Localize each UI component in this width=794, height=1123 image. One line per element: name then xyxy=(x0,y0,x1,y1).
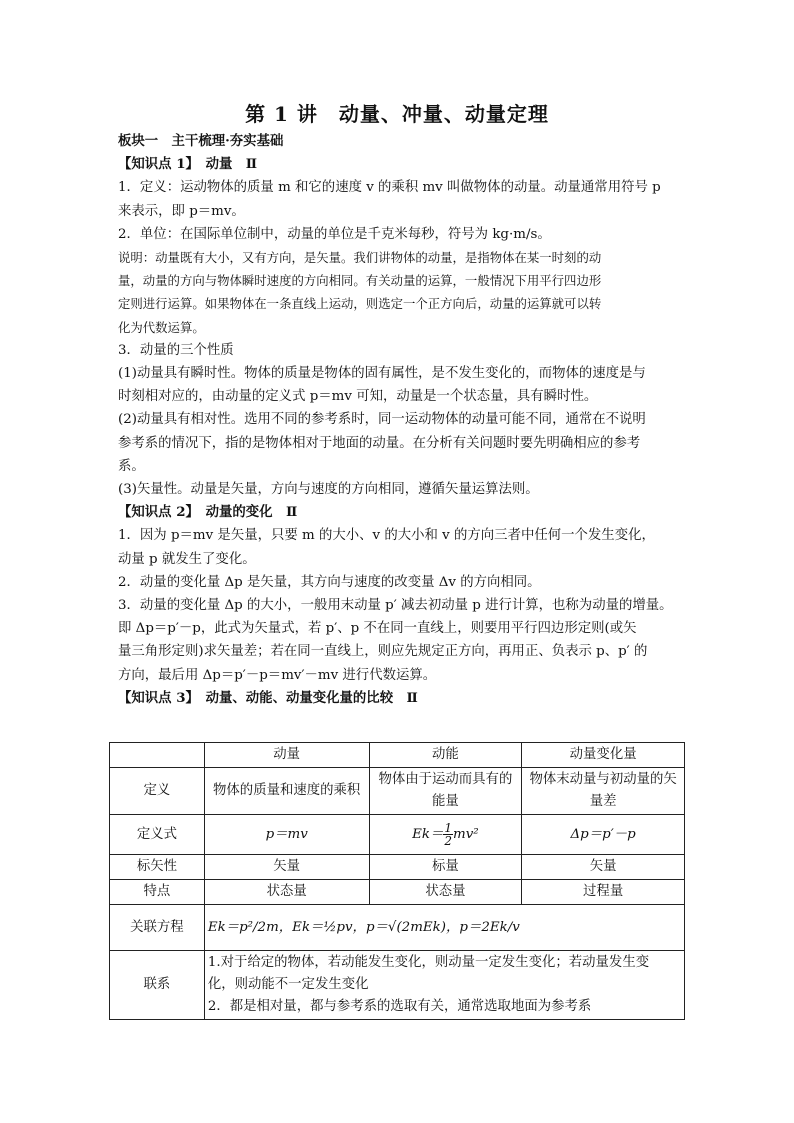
text-line: 系。 xyxy=(118,458,145,474)
row-label: 特点 xyxy=(110,880,205,905)
table-row xyxy=(110,880,685,905)
table-cell: 过程量 xyxy=(522,880,685,905)
body-text xyxy=(118,130,690,710)
relation-line: 化，则动能不一定发生变化 xyxy=(207,977,369,992)
text-line: 1．因为 p＝mv 是矢量，只要 m 的大小、v 的大小和 v 的方向三者中任何一个发生变化， xyxy=(118,528,655,544)
section-heading: 【知识点 3】 动量、动能、动量变化量的比较 Ⅱ xyxy=(118,689,418,706)
table-row xyxy=(110,815,685,855)
text-line: 参考系的情况下，指的是物体相对于地面的动量。在分析有关问题时要先明确相应的参考 xyxy=(118,435,641,451)
table-cell xyxy=(522,815,685,855)
row-label: 联系 xyxy=(110,951,205,1020)
section-heading: 板块一 主干梳理·夯实基础 xyxy=(118,133,284,149)
text-line: (1)动量具有瞬时性。物体的质量是物体的固有属性，是不发生变化的，而物体的速度是与 xyxy=(118,366,646,382)
table-cell: 状态量 xyxy=(369,880,522,905)
text-line: 方向，最后用 Δp＝p′－p＝mv′－mv 进行代数运算。 xyxy=(118,667,437,683)
table-header-cell: 动量变化量 xyxy=(522,743,685,768)
text-line: (2)动量具有相对性。选用不同的参考系时，同一运动物体的动量可能不同，通常在不说明 xyxy=(118,412,646,428)
table-cell xyxy=(369,815,522,855)
formula-ek-lhs: Ek＝ xyxy=(412,827,444,842)
text-line: 3．动量的三个性质 xyxy=(118,342,234,358)
fraction-denominator: 2 xyxy=(444,834,453,848)
table-cell: 矢量 xyxy=(204,855,369,880)
related-equations: Ek＝p²/2m，Ek＝½pv，p＝√(2mEk)，p＝2Ek/v xyxy=(204,905,684,951)
text-line: 2．动量的变化量 Δp 是矢量，其方向与速度的改变量 Δv 的方向相同。 xyxy=(118,574,541,590)
formula-momentum: p＝mv xyxy=(265,826,308,842)
section-heading: 【知识点 1】 动量 Ⅱ xyxy=(118,156,258,173)
formula-ek-rhs: mv² xyxy=(453,827,479,842)
page-title: 第 1 讲 动量、冲量、动量定理 xyxy=(245,102,549,126)
note-line: 化为代数运算。 xyxy=(118,319,205,335)
text-line: 来表示，即 p＝mv。 xyxy=(118,203,245,219)
text-line: 1．定义：运动物体的质量 m 和它的速度 v 的乘积 mv 叫做物体的动量。动量通常用符号 p xyxy=(118,180,661,196)
table-header-cell: 动能 xyxy=(369,743,522,768)
table-cell: 物体的质量和速度的乘积 xyxy=(204,768,369,815)
text-line: 3．动量的变化量 Δp 的大小，一般用末动量 p′ 减去初动量 p 进行计算，也称为动量的增量。 xyxy=(118,598,673,614)
text-line: 即 Δp＝p′－p，此式为矢量式，若 p′、p 不在同一直线上，则要用平行四边形定则(或矢 xyxy=(118,621,637,637)
table-cell: 物体由于运动而具有的能量 xyxy=(369,768,522,815)
note-line: 定则进行运算。如果物体在一条直线上运动，则选定一个正方向后，动量的运算就可以转 xyxy=(118,296,602,312)
note-line: 说明：动量既有大小，又有方向，是矢量。我们讲物体的动量，是指物体在某一时刻的动 xyxy=(118,250,602,266)
relation-line: 2．都是相对量，都与参考系的选取有关，通常选取地面为参考系 xyxy=(207,999,592,1014)
relation-cell xyxy=(204,951,684,1020)
section-heading: 【知识点 2】 动量的变化 Ⅱ xyxy=(118,504,298,521)
text-line: 时刻相对应的，由动量的定义式 p＝mv 可知，动量是一个状态量，具有瞬时性。 xyxy=(118,389,598,405)
text-line: (3)矢量性。动量是矢量，方向与速度的方向相同，遵循矢量运算法则。 xyxy=(118,482,539,498)
note-line: 量，动量的方向与物体瞬时速度的方向相同。有关动量的运算，一般情况下用平行四边形 xyxy=(118,273,602,289)
row-label: 定义 xyxy=(110,768,205,815)
table-row xyxy=(110,768,685,815)
row-label: 关联方程 xyxy=(110,905,205,951)
table-row xyxy=(110,951,685,1020)
table-cell: 状态量 xyxy=(204,880,369,905)
table-row xyxy=(110,855,685,880)
table-cell: 矢量 xyxy=(522,855,685,880)
text-line: 2．单位：在国际单位制中，动量的单位是千克米每秒，符号为 kg·m/s。 xyxy=(118,226,551,242)
fraction-numerator: 1 xyxy=(444,821,453,835)
table-header-row xyxy=(110,743,685,768)
text-line: 动量 p 就发生了变化。 xyxy=(118,551,256,567)
table-cell xyxy=(204,815,369,855)
relation-line: 1.对于给定的物体，若动能发生变化，则动量一定发生变化；若动量发生变 xyxy=(207,955,650,970)
table-row xyxy=(110,905,685,951)
text-line: 量三角形定则)求矢量差；若在同一直线上，则应先规定正方向，再用正、负表示 p、p′ 的 xyxy=(118,644,648,660)
table-header-cell xyxy=(110,743,205,768)
formula-dp: Δp＝p′－p xyxy=(570,826,636,842)
table-cell: 标量 xyxy=(369,855,522,880)
row-label: 定义式 xyxy=(110,815,205,855)
row-label: 标矢性 xyxy=(110,855,205,880)
comparison-table xyxy=(109,742,685,1020)
table-cell: 物体末动量与初动量的矢量差 xyxy=(522,768,685,815)
table-header-cell: 动量 xyxy=(204,743,369,768)
fraction xyxy=(443,822,453,847)
